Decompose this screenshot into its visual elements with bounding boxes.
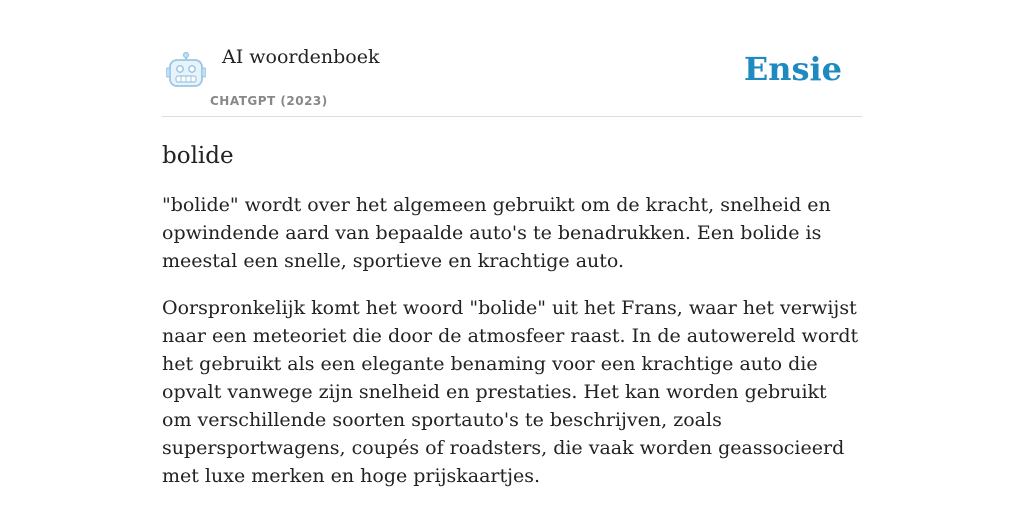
- entry-term: bolide: [162, 143, 234, 169]
- definition-paragraph: Oorspronkelijk komt het woord "bolide" uit het Frans, waar het verwijst naar een meteoriet die door de atmosfeer raast. In de autowereld wordt het gebruikt als een elegante benaming voor een krachtige auto die opvalt vanwege zijn snelheid en prestaties. Het kan worden gebruikt om verschillende soorten sportauto's te beschrijven, zoals supersportwagens, coupés of roadsters, die vaak worden geassocieerd met luxe merken en hoge prijskaartjes.: [162, 297, 859, 487]
- page: [162, 0, 862, 490]
- source-header: [162, 0, 862, 117]
- definition-paragraph: "bolide" wordt over het algemeen gebruikt om de kracht, snelheid en opwindende aard van bepaalde auto's te benadrukken. Een bolide is meestal een snelle, sportieve en krachtige auto.: [162, 194, 831, 272]
- brand-logo[interactable]: Ensie: [743, 50, 842, 88]
- source-subtitle: CHATGPT (2023): [210, 94, 328, 108]
- robot-icon: [166, 52, 206, 90]
- source-title[interactable]: AI woordenboek: [222, 46, 380, 68]
